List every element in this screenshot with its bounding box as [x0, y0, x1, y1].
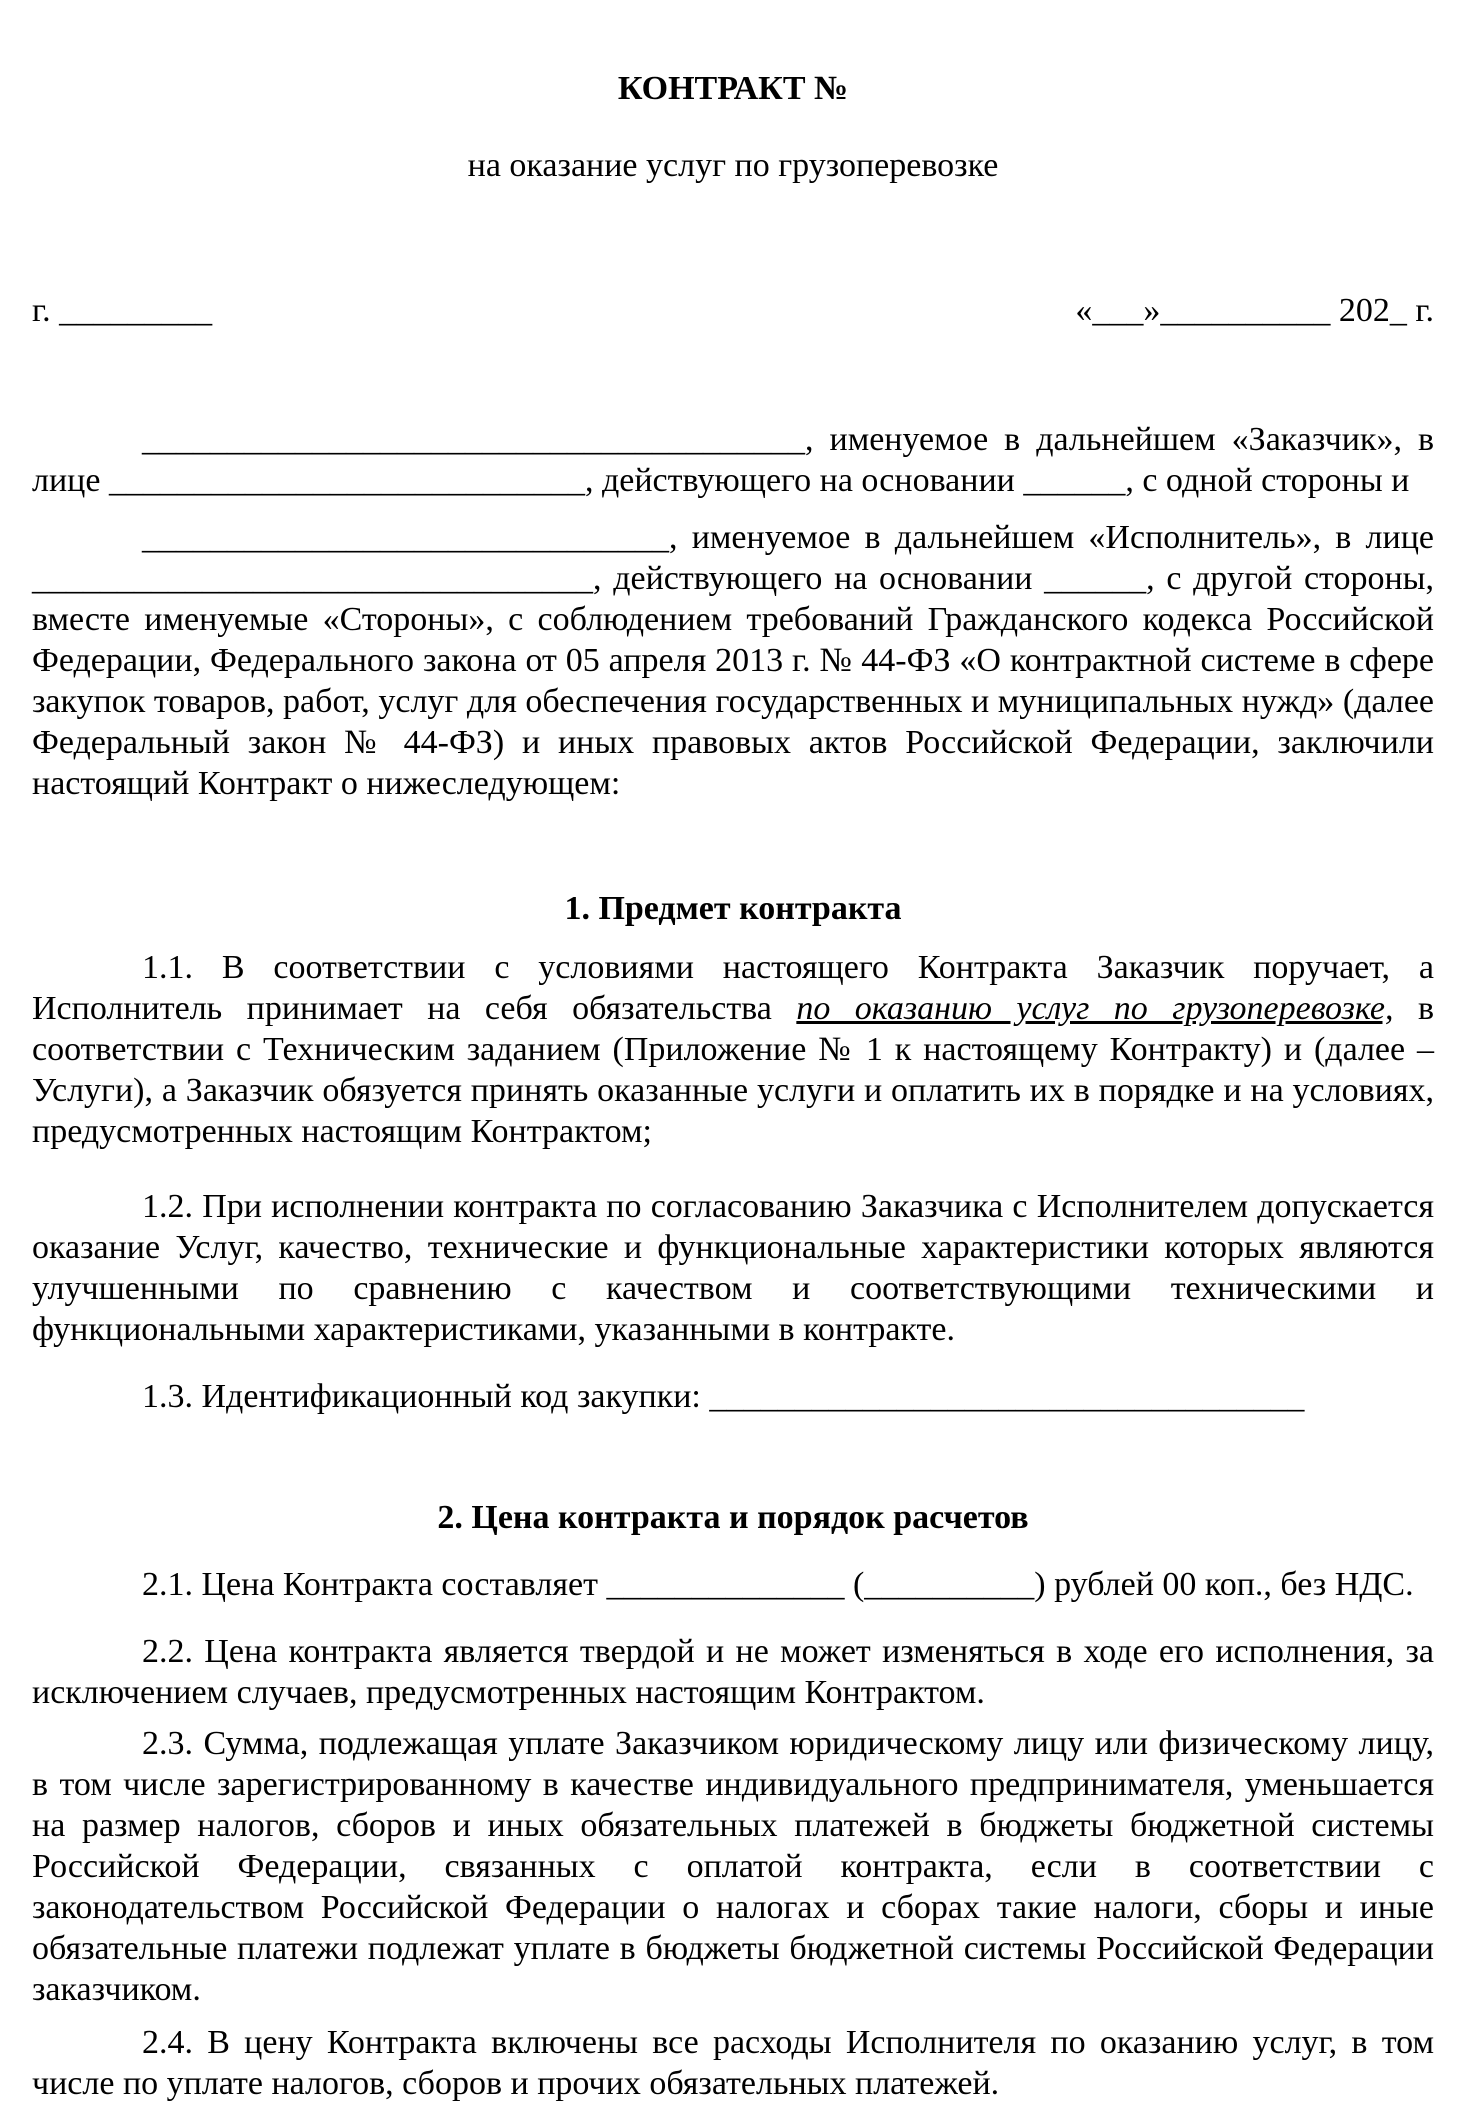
place-blank: г. _________: [32, 292, 213, 329]
place-and-date-line: [32, 290, 1434, 331]
clause-2-3: 2.3. Сумма, подлежащая уплате Заказчиком юридическому лицу или физическому лицу, в том числе зарегистрированному в качестве индивидуального предпринимателя, уменьшается на размер налогов, сборов и иных обязательных платежей в бюджеты бюджетной системы Российской Федерации, связанных с оплатой контракта, если в соответствии с законодательством Российской Федерации о налогах и сборах такие налоги, сборы и иные обязательные платежи подлежат уплате в бюджеты бюджетной системы Российской Федерации заказчиком.: [32, 1725, 1434, 2008]
clause-1-1-text-after: в соответствии с Техническим заданием (Приложение № 1 к настоящему Контракту) и (далее – Услуги), а Заказчик обязуется принять оказанные услуги и оплатить их в порядке и на условиях, предусмотренных настоящим Контрактом;: [32, 990, 1434, 1150]
date-blank: «___»__________ 202_ г.: [1075, 292, 1434, 329]
clause-2-2: 2.2. Цена контракта является твердой и не может изменяться в ходе его исполнения, за исключением случаев, предусмотренных настоящим Контрактом.: [32, 1633, 1434, 1711]
contract-title: КОНТРАКТ №: [617, 70, 849, 107]
clause-1-3: 1.3. Идентификационный код закупки: ___________________________________: [142, 1378, 1305, 1415]
contract-subtitle: на оказание услуг по грузоперевозке: [467, 147, 999, 184]
section-1-heading: 1. Предмет контракта: [564, 890, 902, 927]
section-2-heading: 2. Цена контракта и порядок расчетов: [437, 1499, 1029, 1536]
clause-1-2: 1.2. При исполнении контракта по согласованию Заказчика с Исполнителем допускается оказание Услуг, качество, технические и функциональные характеристики которых являются улучшенными по сравнению с качеством и соответствующими техническими и функциональными характеристиками, указанными в контракте.: [32, 1188, 1434, 1348]
clause-2-4: 2.4. В цену Контракта включены все расходы Исполнителя по оказанию услуг, в том числе по уплате налогов, сборов и прочих обязательных платежей.: [32, 2024, 1434, 2102]
preamble-contractor-paragraph: _______________________________, именуемое в дальнейшем «Исполнитель», в лице _________________________________, действующего на основании ______, с другой стороны, вместе именуемые «Стороны», с соблюдением требований Гражданского кодекса Российской Федерации, Федерального закона от 05 апреля 2013 г. № 44-ФЗ «О контрактной системе в сфере закупок товаров, работ, услуг для обеспечения государственных и муниципальных нужд» (далее Федеральный закон № 44-ФЗ) и иных правовых актов Российской Федерации, заключили настоящий Контракт о нижеследующем:: [32, 519, 1434, 802]
clause-1-1: [32, 947, 1434, 1152]
preamble-customer-paragraph: _______________________________________, именуемое в дальнейшем «Заказчик», в лице ____________________________, действующего на основании ______, с одной стороны и: [32, 421, 1434, 499]
clause-1-1-subject-emphasis: по оказанию услуг по грузоперевозке,: [796, 990, 1394, 1027]
clause-1-1-text-before: 1.1. В соответствии с условиями настоящего Контракта Заказчик поручает, а Исполнитель принимает на себя обязательства: [32, 949, 1434, 1027]
clause-2-1: 2.1. Цена Контракта составляет ______________ (__________) рублей 00 коп., без НДС.: [142, 1566, 1414, 1603]
